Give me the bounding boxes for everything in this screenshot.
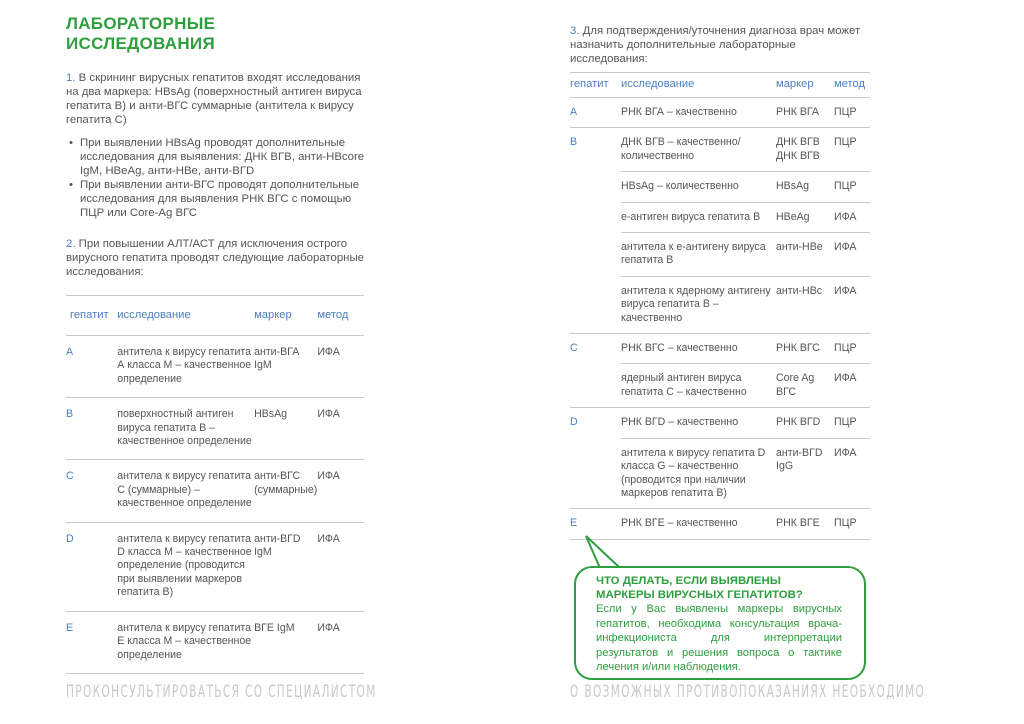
hepatitis-letter bbox=[570, 438, 621, 509]
table-header-row bbox=[570, 73, 870, 98]
method-cell: ИФА bbox=[834, 233, 870, 277]
column-header: метод bbox=[834, 73, 870, 98]
screening-table bbox=[66, 295, 364, 674]
study-cell: антитела к e-антигену вируса гепатита В bbox=[621, 233, 776, 277]
table-row bbox=[570, 128, 870, 172]
callout-body: Если у Вас выявлены маркеры вирусных гепатитов, необходима консультация врача-инфекциониста для интерпретации результатов и решения вопроса о тактике лечения и/или наблюдения. bbox=[596, 603, 842, 674]
table-row bbox=[570, 233, 870, 277]
study-cell: РНК ВГА – качественно bbox=[621, 98, 776, 128]
table-row bbox=[66, 398, 364, 460]
method-cell: ПЦР bbox=[834, 128, 870, 172]
hepatitis-letter: C bbox=[570, 342, 578, 355]
paragraph-1-number: 1. bbox=[66, 72, 76, 84]
marker-cell: ДНК ВГВ ДНК ВГВ bbox=[776, 128, 834, 172]
study-cell: антитела к вирусу гепатита D класса М – качественное определение (проводится при выявлении маркеров гепатита В) bbox=[117, 522, 254, 611]
hepatitis-letter: B bbox=[570, 136, 578, 149]
hepatitis-letter: E bbox=[570, 509, 621, 539]
bullet-item: • При выявлении HBsAg проводят дополнительные исследования для выявления: ДНК ВГВ, анти-HBcore IgM, HBeAg, анти-HBe, анти-ВГD bbox=[66, 136, 366, 178]
table-row bbox=[570, 438, 870, 509]
hepatitis-letter: A bbox=[570, 98, 621, 128]
table-row bbox=[66, 460, 364, 522]
table-row bbox=[570, 202, 870, 232]
marker-cell: HBsAg bbox=[254, 398, 317, 460]
method-cell: ИФА bbox=[317, 522, 364, 611]
method-cell: ПЦР bbox=[834, 509, 870, 539]
marker-cell: HBeAg bbox=[776, 202, 834, 232]
column-header: маркер bbox=[254, 296, 317, 336]
paragraph-1-text: В скрининг вирусных гепатитов входят исследования на два маркера: HBsAg (поверхностный антиген вируса гепатита B) и анти-ВГС суммарные (антитела к вирусу гепатита C) bbox=[66, 72, 362, 126]
hepatitis-letter bbox=[570, 172, 621, 202]
method-cell: ИФА bbox=[317, 460, 364, 522]
paragraph-2-text: При повышении АЛТ/АСТ для исключения острого вирусного гепатита проводят следующие лабораторные исследования: bbox=[66, 238, 364, 278]
table-row bbox=[570, 408, 870, 438]
marker-cell: ВГЕ IgM bbox=[254, 611, 317, 673]
marker-cell: анти-ВГА IgM bbox=[254, 336, 317, 398]
paragraph-2-number: 2. bbox=[66, 238, 76, 250]
left-page bbox=[66, 0, 366, 724]
method-cell: ИФА bbox=[317, 398, 364, 460]
paragraph-3-number: 3. bbox=[570, 25, 580, 37]
hepatitis-letter: B bbox=[66, 398, 117, 460]
method-cell: ПЦР bbox=[834, 98, 870, 128]
study-cell: HBsAg – количественно bbox=[621, 172, 776, 202]
column-header: метод bbox=[317, 296, 364, 336]
marker-cell: РНК ВГС bbox=[776, 334, 834, 364]
column-header: гепатит bbox=[570, 73, 621, 98]
study-cell: поверхностный антиген вируса гепатита В – качественное определение bbox=[117, 398, 254, 460]
hepatitis-letter bbox=[570, 276, 621, 333]
table-row bbox=[570, 334, 870, 364]
method-cell: ИФА bbox=[834, 202, 870, 232]
table-header-row bbox=[66, 296, 364, 336]
marker-cell: анти-ВГС (суммарные) bbox=[254, 460, 317, 522]
column-header: маркер bbox=[776, 73, 834, 98]
footer-text-left: ПРОКОНСУЛЬТИРОВАТЬСЯ СО СПЕЦИАЛИСТОМ bbox=[66, 682, 377, 702]
paragraph-1 bbox=[66, 71, 366, 127]
marker-cell: анти-HBc bbox=[776, 276, 834, 333]
hepatitis-letter: E bbox=[66, 611, 117, 673]
study-cell: e-антиген вируса гепатита В bbox=[621, 202, 776, 232]
study-cell: антитела к вирусу гепатита Е класса М – качественное определение bbox=[117, 611, 254, 673]
table-row bbox=[66, 522, 364, 611]
table-row bbox=[570, 276, 870, 333]
footer-text-right: О ВОЗМОЖНЫХ ПРОТИВОПОКАЗАНИЯХ НЕОБХОДИМО bbox=[570, 682, 926, 702]
study-cell: ДНК ВГВ – качественно/ количественно bbox=[621, 128, 776, 172]
marker-cell: Core Ag ВГС bbox=[776, 364, 834, 408]
method-cell: ИФА bbox=[317, 611, 364, 673]
method-cell: ПЦР bbox=[834, 408, 870, 438]
method-cell: ПЦР bbox=[834, 334, 870, 364]
paragraph-3-text: Для подтверждения/уточнения диагноза врач может назначить дополнительные лабораторные исследования: bbox=[570, 25, 861, 65]
study-cell: РНК ВГС – качественно bbox=[621, 334, 776, 364]
method-cell: ИФА bbox=[317, 336, 364, 398]
paragraph-3 bbox=[570, 24, 870, 66]
marker-cell: HBsAg bbox=[776, 172, 834, 202]
hepatitis-letter bbox=[570, 202, 621, 232]
study-cell: антитела к ядерному антигену вируса гепатита В – качественно bbox=[621, 276, 776, 333]
method-cell: ИФА bbox=[834, 364, 870, 408]
study-cell: РНК ВГD – качественно bbox=[621, 408, 776, 438]
column-header: исследование bbox=[117, 296, 254, 336]
table-row bbox=[570, 172, 870, 202]
paragraph-2 bbox=[66, 237, 366, 279]
study-cell: антитела к вирусу гепатита D класса G – качественно (проводится при наличии маркеров гепатита В) bbox=[621, 438, 776, 509]
hepatitis-letter: A bbox=[66, 336, 117, 398]
marker-cell: РНК ВГА bbox=[776, 98, 834, 128]
table-row bbox=[66, 611, 364, 673]
hepatitis-letter: C bbox=[66, 460, 117, 522]
hepatitis-letter: D bbox=[570, 416, 578, 429]
marker-cell: РНК ВГD bbox=[776, 408, 834, 438]
table-row bbox=[66, 336, 364, 398]
table-row bbox=[570, 98, 870, 128]
speech-bubble-tail bbox=[584, 534, 624, 570]
bullet-list bbox=[66, 136, 366, 220]
hepatitis-letter bbox=[570, 364, 621, 408]
section-title: ЛАБОРАТОРНЫЕ ИССЛЕДОВАНИЯ bbox=[66, 14, 216, 53]
column-header: гепатит bbox=[66, 296, 117, 336]
callout-title: ЧТО ДЕЛАТЬ, ЕСЛИ ВЫЯВЛЕНЫ МАРКЕРЫ ВИРУСНЫХ ГЕПАТИТОВ? bbox=[596, 575, 803, 601]
marker-cell: анти-HBe bbox=[776, 233, 834, 277]
bullet-item: • При выявлении анти-ВГС проводят дополнительные исследования для выявления РНК ВГС с помощью ПЦР или Core-Ag ВГС bbox=[66, 178, 366, 220]
study-cell: РНК ВГЕ – качественно bbox=[621, 509, 776, 539]
column-header: исследование bbox=[621, 73, 776, 98]
marker-cell: анти-ВГD IgM bbox=[254, 522, 317, 611]
study-cell: ядерный антиген вируса гепатита С – качественно bbox=[621, 364, 776, 408]
hepatitis-letter bbox=[570, 233, 621, 277]
method-cell: ИФА bbox=[834, 438, 870, 509]
study-cell: антитела к вирусу гепатита С (суммарные) – качественное определение bbox=[117, 460, 254, 522]
marker-cell: РНК ВГЕ bbox=[776, 509, 834, 539]
method-cell: ИФА bbox=[834, 276, 870, 333]
method-cell: ПЦР bbox=[834, 172, 870, 202]
marker-cell: анти-ВГD IgG bbox=[776, 438, 834, 509]
advice-callout bbox=[574, 566, 866, 680]
study-cell: антитела к вирусу гепатита А класса М – качественное определение bbox=[117, 336, 254, 398]
hepatitis-letter: D bbox=[66, 522, 117, 611]
table-row bbox=[570, 364, 870, 408]
confirmation-table bbox=[570, 72, 870, 540]
